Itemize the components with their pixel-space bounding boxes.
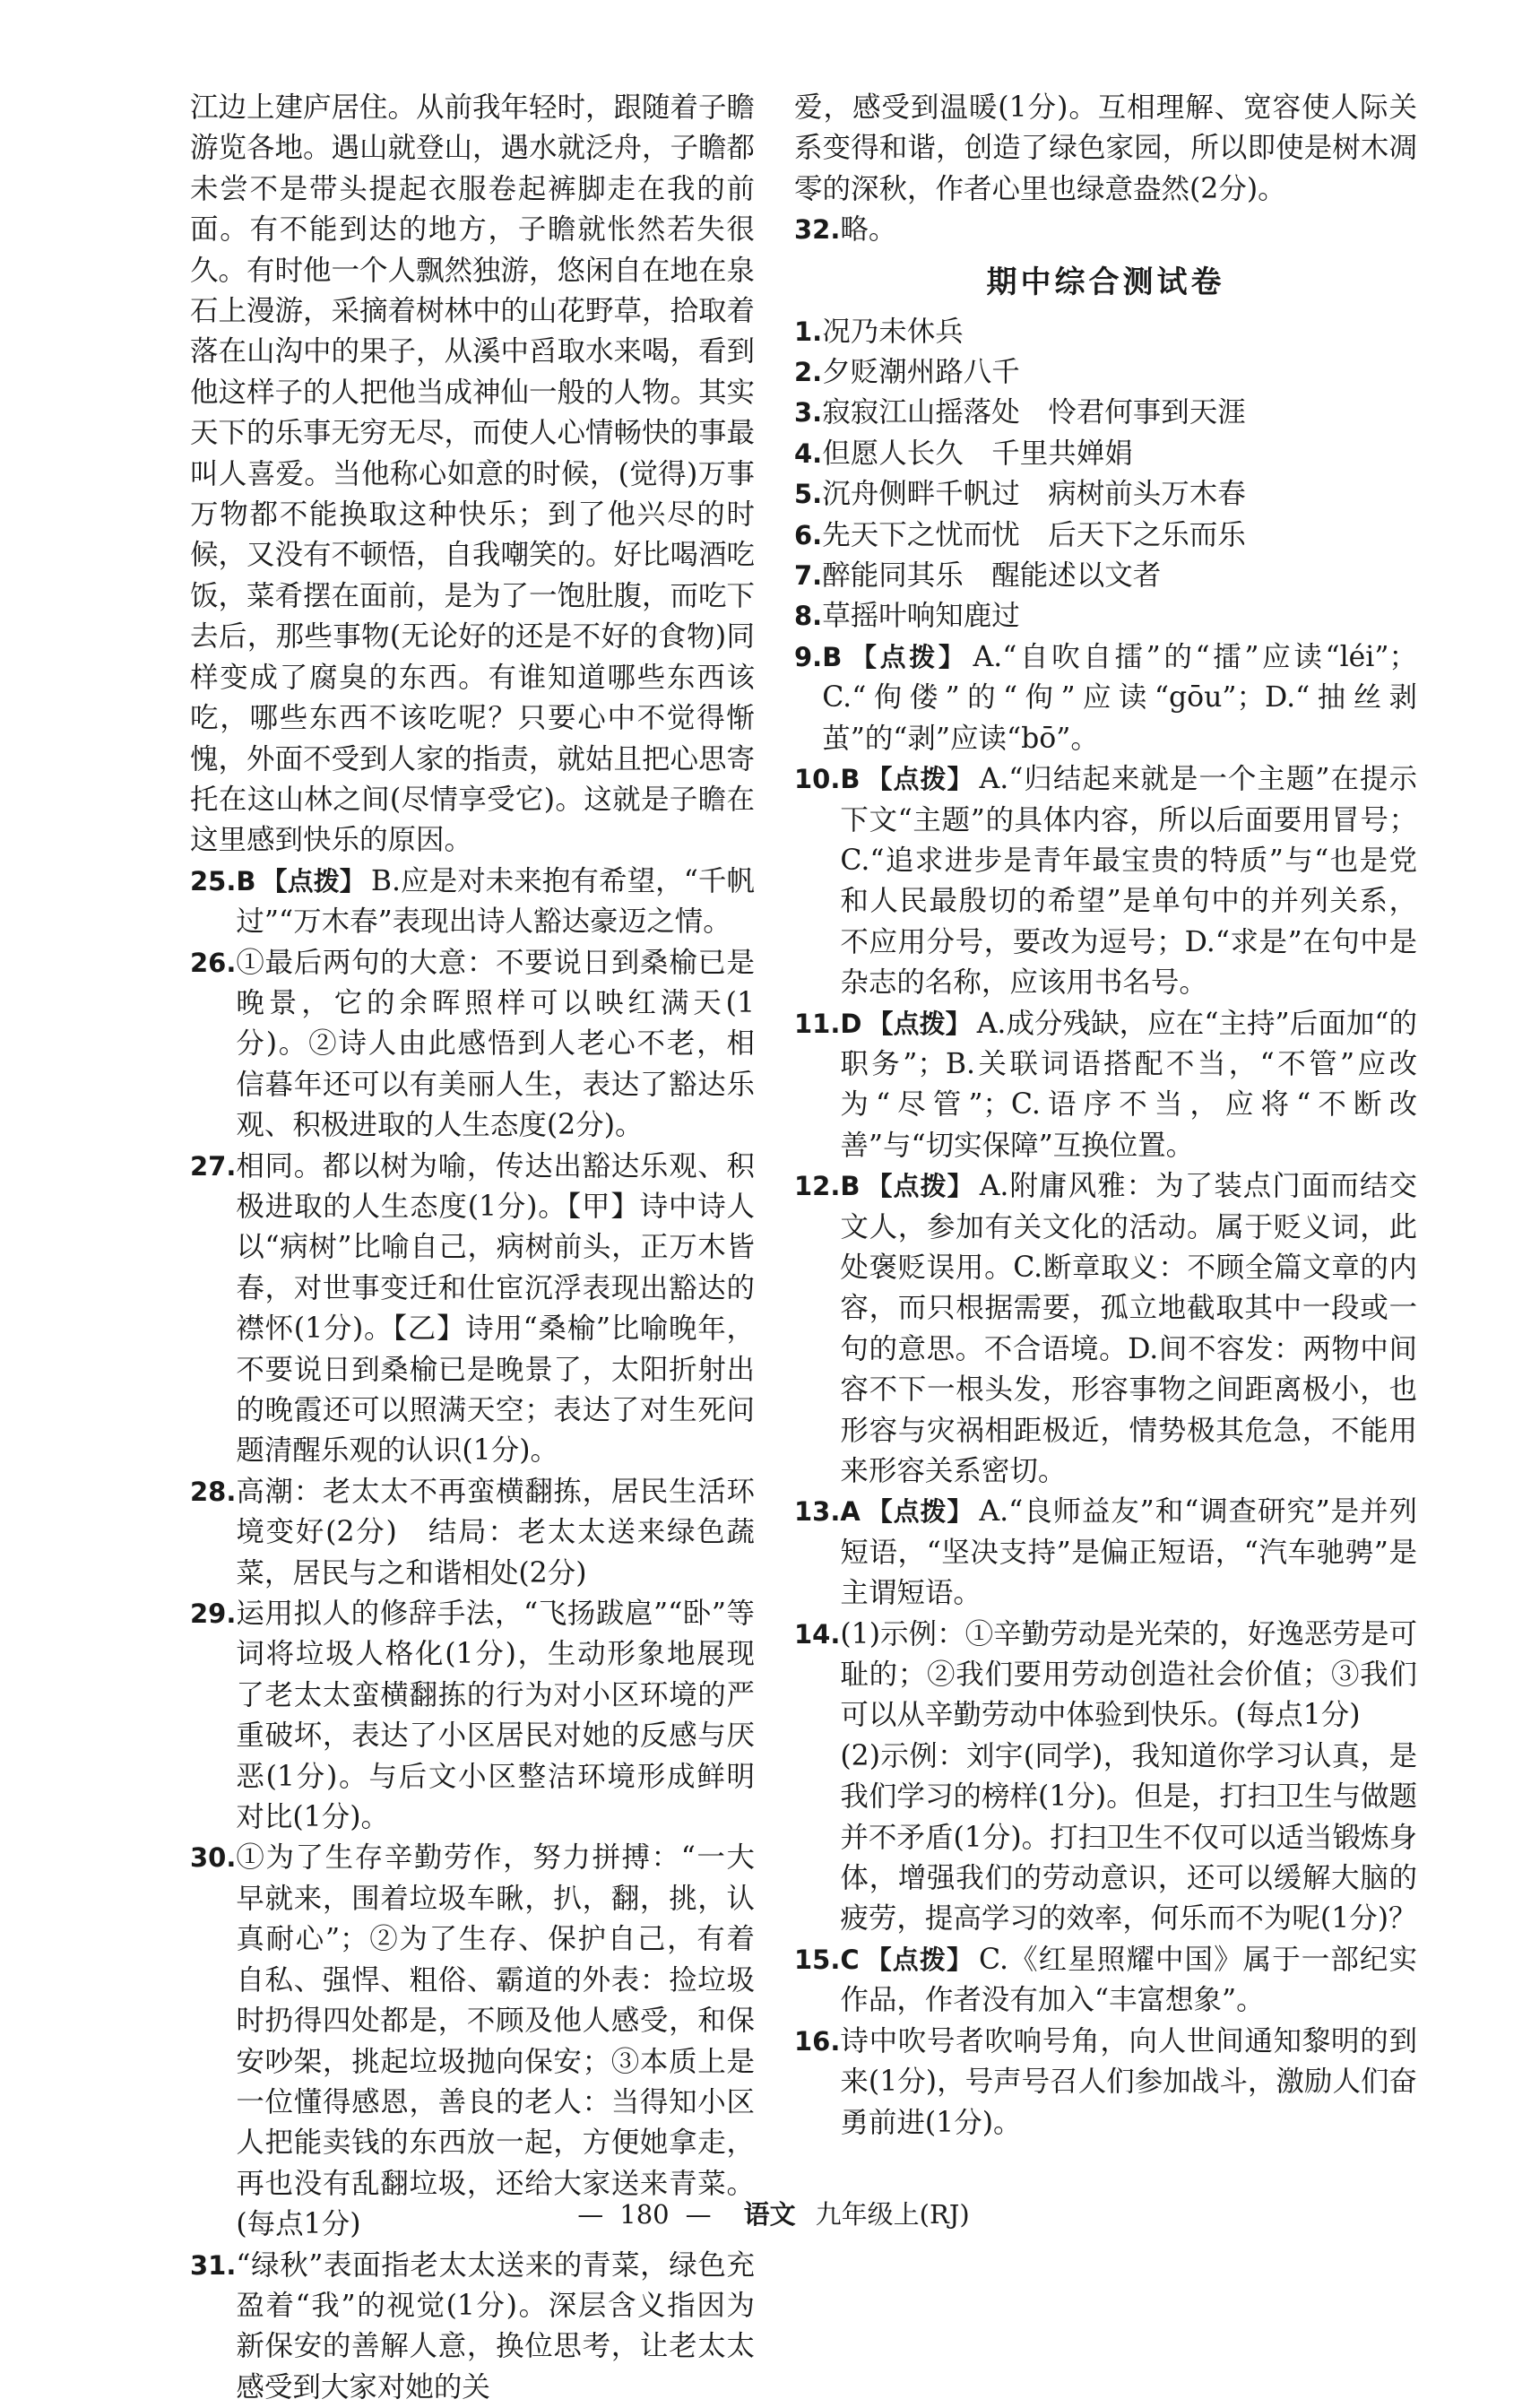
item-31-continuation: 爱，感受到温暖(1分)。互相理解、宽容使人际关系变得和谐，创造了绿色家园，所以即使是树木凋零的深秋，作者心里也绿意盎然(2分)。 (794, 91, 1417, 205)
hint-tag: 【点拨】 (865, 1496, 974, 1528)
item-text: 相同。都以树为喻，传达出豁达乐观、积极进取的人生态度(1分)。【甲】诗中诗人以“病树”比喻自己，病树前头，正万木皆春，对世事变迁和仕宦沉浮表现出豁达的襟怀(1分)。【乙】诗用“桑榆”比喻晚年，不要说日到桑榆已是晚景了，太阳折射出的晚霞还可以照满天空；表达了对生死问题清醒乐观的认识(1分)。 (236, 1149, 755, 1468)
answer-item-8 (794, 596, 1417, 637)
answer-item-28 (190, 1472, 755, 1594)
item-text: A.成分残缺，应在“主持”后面加“的职务”；B.关联词语搭配不当，“不管”应改为“尽管”；C.语序不当，应将“不断改善”与“切实保障”互换位置。 (840, 1007, 1417, 1162)
item-text: ①为了生存辛勤劳作，努力拼搏：“一大早就来，围着垃圾车瞅，扒，翻，挑，认真耐心”；②为了生存、保护自己，有着自私、强悍、粗俗、霸道的外表：捡垃圾时扔得四处都是，不顾及他人感受，和保安吵架，挑起垃圾抛向保安；③本质上是一位懂得感恩，善良的老人：当得知小区人把能卖钱的东西放一起，方便她拿走，再也没有乱翻垃圾，还给大家送来青菜。(每点1分) (236, 1841, 755, 2241)
section-title: 期中综合测试卷 (986, 264, 1225, 300)
answer-item-1 (794, 312, 1417, 352)
item-text: A.“归结起来就是一个主题”在提示下文“主题”的具体内容，所以后面要用冒号；C.“追求进步是青年最宝贵的特质”与“也是党和人民最殷切的希望”是单句中的并列关系，不应用分号，要改为逗号；D.“求是”在句中是杂志的名称，应该用书名号。 (840, 763, 1417, 1000)
item-number: 15. (794, 1944, 841, 1975)
item-number: 7. (794, 560, 823, 592)
item-text: A.“良师益友”和“调查研究”是并列短语，“坚决支持”是偏正短语，“汽车驰骋”是主谓短语。 (840, 1495, 1417, 1610)
item-number: 12. (794, 1171, 841, 1202)
hint-tag: 【点拨】 (867, 1008, 972, 1039)
answer-item-30 (190, 1838, 755, 2245)
subject-label: 语文 (743, 2199, 796, 2230)
item-number: 30. (190, 1842, 237, 1874)
translation-paragraph: 江边上建庐居住。从前我年轻时，跟随着子瞻游览各地。遇山就登山，遇水就泛舟，子瞻都未尝不是带头提起衣服卷起裤脚走在我的前面。有不能到达的地方，子瞻就怅然若失很久。有时他一个人飘然独游，悠闲自在地在泉石上漫游，采摘着树林中的山花野草，拾取着落在山沟中的果子，从溪中舀取水来喝，看到他这样子的人把他当成神仙一般的人物。其实天下的乐事无穷无尽，而使人心情畅快的事最叫人喜爱。当他称心如意的时候，(觉得)万事万物都不能换取这种快乐；到了他兴尽的时候，又没有不顿悟，自我嘲笑的。好比喝酒吃饭，菜肴摆在面前，是为了一饱肚腹，而吃下去后，那些事物(无论好的还是不好的食物)同样变成了腐臭的东西。有谁知道哪些东西该吃，哪些东西不该吃呢？只要心中不觉得惭愧，外面不受到人家的指责，就姑且把心思寄托在这山林之间(尽情享受它)。这就是子瞻在这里感到快乐的原因。 (190, 91, 756, 857)
item-text: 高潮：老太太不再蛮横翻拣，居民生活环境变好(2分) 结局：老太太送来绿色蔬菜，居民与之和谐相处(2分) (236, 1475, 755, 1589)
item-text: 诗中吹号者吹响号角，向人世间通知黎明的到来(1分)，号声号召人们参加战斗，激励人们奋勇前进(1分)。 (840, 2024, 1417, 2139)
item-number: 5. (794, 479, 823, 510)
answer-item-6 (794, 515, 1417, 556)
hint-tag: 【点拨】 (865, 764, 974, 795)
item-number: 6. (794, 519, 823, 550)
answer-item-10 (794, 759, 1417, 1003)
footer-dash-left: — (577, 2199, 604, 2230)
item-text: 况乃未休兵 (822, 315, 964, 348)
answer-choice: B (840, 1171, 861, 1202)
item-text: ①最后两句的大意：不要说日到桑榆已是晚景，它的余晖照样可以映红满天(1分)。②诗人由此感悟到人老心不老，相信暮年还可以有美丽人生，表达了豁达乐观、积极进取的人生态度(2分)。 (236, 946, 755, 1142)
answer-item-11 (794, 1004, 1417, 1167)
answer-choice: B (822, 641, 843, 672)
item-number: 25. (190, 865, 237, 897)
item-text: A.“自吹自擂”的“擂”应读“léi”；C.“佝偻”的“佝”应读“gōu”；D.“抽丝剥茧”的“剥”应读“bō”。 (822, 640, 1417, 755)
item-number: 28. (190, 1476, 237, 1507)
item-number: 11. (794, 1008, 841, 1039)
answer-item-29 (190, 1594, 755, 1838)
answer-item-12 (794, 1166, 1417, 1492)
item-text: 运用拟人的修辞手法，“飞扬跋扈”“卧”等词将垃圾人格化(1分)，生动形象地展现了老太太蛮横翻拣的行为对小区环境的严重破坏，表达了小区居民对她的反感与厌恶(1分)。与后文小区整洁环境形成鲜明对比(1分)。 (236, 1598, 755, 1834)
item-text: 草摇叶响知鹿过 (822, 600, 1020, 633)
item-text: 先天下之忧而忧 后天下之乐而乐 (822, 518, 1246, 551)
item-number: 4. (794, 437, 823, 469)
hint-tag: 【点拨】 (865, 1171, 974, 1202)
answer-choice: C (840, 1944, 860, 1975)
item-text: B.应是对未来抱有希望，“千帆过”“万木春”表现出诗人豁达豪迈之情。 (236, 864, 755, 939)
item-text: 但愿人长久 千里共婵娟 (822, 437, 1133, 470)
item-number: 27. (190, 1150, 237, 1182)
item-number: 26. (190, 947, 237, 978)
item-text: 寂寂江山摇落处 怜君何事到天涯 (822, 396, 1246, 429)
answer-item-2 (794, 352, 1417, 393)
hint-tag: 【点拨】 (847, 641, 968, 672)
item-number: 32. (794, 214, 841, 246)
item-text: A.附庸风雅：为了装点门面而结交文人，参加有关文化的活动。属于贬义词，此处褒贬误用。C.断章取义：不顾全篇文章的内容，而只根据需要，孤立地截取其中一段或一句的意思。不合语境。D.间不容发：两物中间容不下一根头发，形容事物之间距离极小，也形容与灾祸相距极近，情势极其危急，不能用来形容关系密切。 (840, 1170, 1417, 1487)
answer-item-25 (190, 862, 755, 943)
item-number: 8. (794, 601, 823, 632)
footer-dash-right: — (685, 2199, 712, 2230)
item-number: 29. (190, 1598, 237, 1630)
item-text: 醉能同其乐 醒能述以文者 (822, 559, 1162, 593)
item-number: 16. (794, 2025, 841, 2057)
hint-tag: 【点拨】 (261, 865, 366, 897)
answer-item-32 (794, 210, 1417, 250)
answer-item-31 (190, 2246, 755, 2408)
page-footer (0, 2195, 1531, 2231)
item-number: 2. (794, 357, 823, 388)
answer-choice: A (840, 1496, 861, 1528)
answer-choice: D (840, 1008, 862, 1039)
answer-item-15 (794, 1940, 1417, 2022)
item-number: 3. (794, 397, 823, 429)
item-number: 13. (794, 1496, 841, 1528)
answer-item-13 (794, 1492, 1417, 1614)
item-text: 略。 (840, 213, 897, 247)
answer-item-3 (794, 393, 1417, 433)
answer-item-4 (794, 434, 1417, 474)
answer-item-14 (794, 1615, 1417, 1940)
item-number: 9. (794, 641, 823, 672)
item-number: 10. (794, 764, 841, 795)
answer-item-5 (794, 474, 1417, 515)
item-text: 沉舟侧畔千帆过 病树前头万木春 (822, 478, 1246, 511)
answer-item-9 (794, 637, 1417, 759)
answer-item-7 (794, 556, 1417, 596)
answer-item-16 (794, 2022, 1417, 2144)
answer-item-26 (190, 943, 755, 1147)
answer-choice: B (840, 764, 861, 795)
hint-tag: 【点拨】 (864, 1944, 974, 1975)
item-number: 14. (794, 1618, 841, 1650)
item-text: C.《红星照耀中国》属于一部纪实作品，作者没有加入“丰富想象”。 (840, 1943, 1417, 2017)
answer-choice: B (236, 865, 256, 897)
left-column (190, 88, 755, 2408)
right-column (794, 88, 1417, 2144)
item-text: 夕贬潮州路八千 (822, 356, 1020, 389)
item-text: “绿秋”表面指老太太送来的青菜，绿色充盈着“我”的视觉(1分)。深层含义指因为新保安的善解人意，换位思考，让老太太感受到大家对她的关 (236, 2248, 755, 2404)
item-text-part-2: (2)示例：刘宇(同学)，我知道你学习认真，是我们学习的榜样(1分)。但是，打扫卫生与做题并不矛盾(1分)。打扫卫生不仅可以适当锻炼身体，增强我们的劳动意识，还可以缓解大脑的疲劳，提高学习的效率，何乐而不为呢(1分)？ (840, 1739, 1417, 1936)
item-number: 31. (190, 2249, 237, 2281)
item-text-part-1: (1)示例：①辛勤劳动是光荣的，好逸恶劳是可耻的；②我们要用劳动创造社会价值；③我们可以从辛勤劳动中体验到快乐。(每点1分) (840, 1617, 1417, 1732)
item-number: 1. (794, 316, 823, 347)
grade-label: 九年级上(RJ) (815, 2199, 970, 2230)
page-number: 180 (619, 2199, 670, 2230)
answer-item-27 (190, 1147, 755, 1472)
